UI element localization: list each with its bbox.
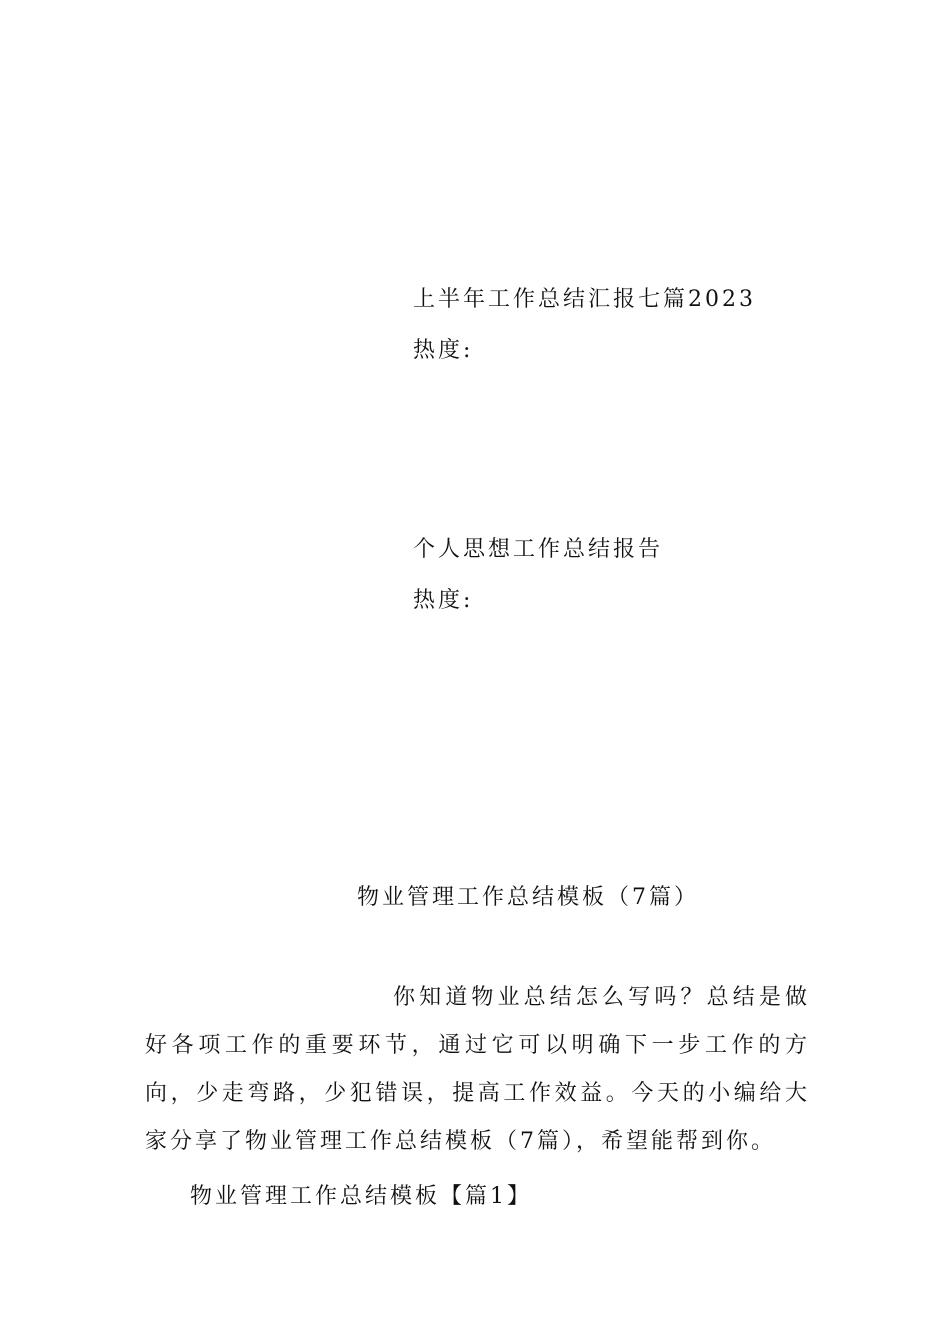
article-intro-paragraph: 你知道物业总结怎么写吗？总结是做好各项工作的重要环节，通过它可以明确下一步工作的方向，少走弯路，少犯错误，提高工作效益。今天的小编给大家分享了物业管理工作总结模板（7篇），希望能帮到你。 <box>145 985 810 1154</box>
related-article-heat-label: 热度: <box>413 338 474 363</box>
article-title: 物业管理工作总结模板（7篇） <box>357 885 699 910</box>
related-article-heat-label: 热度: <box>413 588 474 613</box>
section-heading: 物业管理工作总结模板【篇1】 <box>190 1184 532 1209</box>
related-article-title[interactable]: 上半年工作总结汇报七篇2023 <box>413 287 756 312</box>
related-article-title[interactable]: 个人思想工作总结报告 <box>413 537 664 562</box>
